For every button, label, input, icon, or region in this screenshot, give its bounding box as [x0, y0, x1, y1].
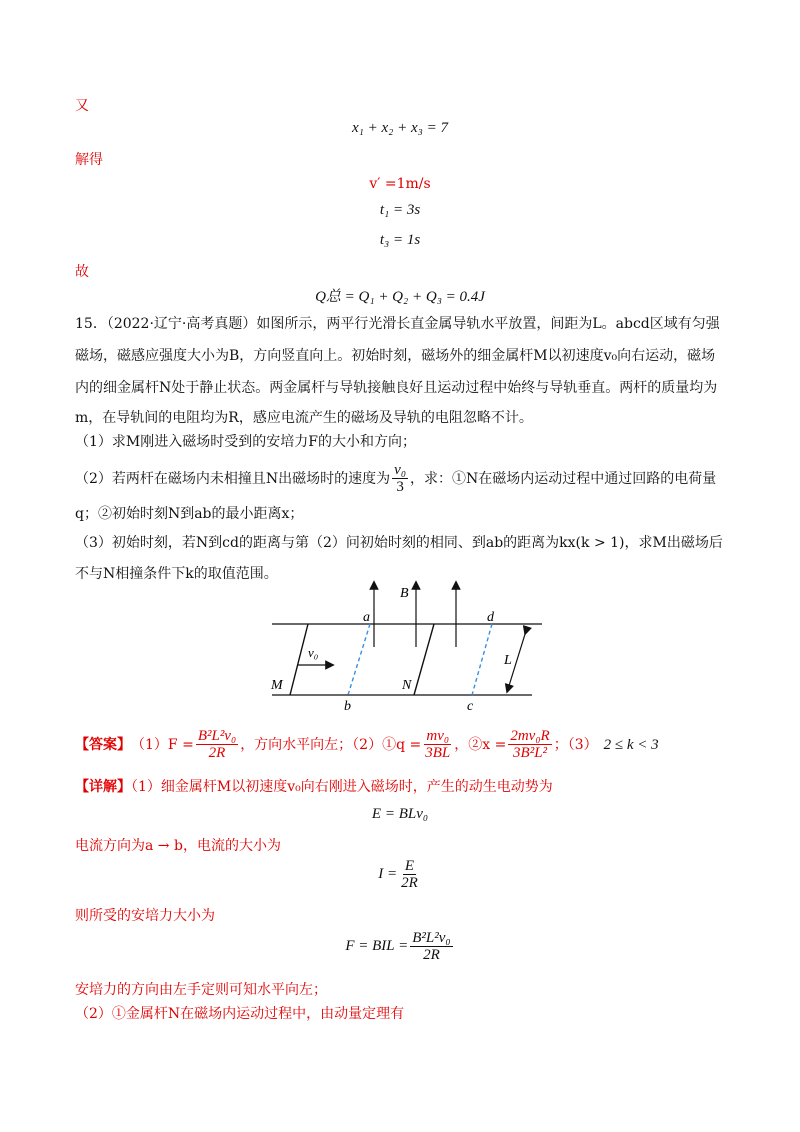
equation-v-prime: v′ =1m/s: [369, 176, 431, 192]
answer-fraction-f: [196, 728, 238, 761]
label-m: M: [271, 678, 283, 693]
rod-m: [290, 624, 308, 695]
equation-i-left: I =: [378, 866, 398, 882]
question-3-line-1: （3）初始时刻，若N到cd的距离与第（2）问初始时刻的相同、到ab的距离为kx(k > 1)，求M出磁场后: [75, 535, 723, 551]
answer-tag: 【答案】: [75, 736, 131, 753]
label-b-field: B: [400, 586, 409, 601]
fraction-numerator: 2mv₀R: [510, 728, 550, 744]
detail-line-5: （2）①金属杆N在磁场内运动过程中，由动量定理有: [75, 1006, 405, 1022]
equation-e: E = BLv₀: [371, 806, 429, 822]
detail-line-1: [75, 777, 553, 797]
detail-line-3: 则所受的安培力大小为: [75, 908, 215, 924]
rod-n: [414, 624, 434, 695]
problem-line-1: 15．（2022·辽宁·高考真题）如图所示，两平行光滑长直金属导轨水平放置，间距为L。abcd区域有匀强: [75, 316, 720, 332]
answer-fraction-x: [508, 728, 551, 761]
equation-t1: t₁ = 3s: [379, 202, 421, 218]
equation-f: [0, 930, 800, 963]
answer-fraction-q: [423, 728, 452, 761]
question-3-line-2: 不与N相撞条件下k的取值范围。: [75, 566, 278, 582]
rail-diagram: [262, 577, 552, 712]
answer-line: [75, 728, 659, 761]
equation-f-fraction: [410, 930, 452, 963]
answer-part-1: （1）F =: [131, 736, 194, 753]
label-a: a: [363, 610, 370, 625]
question-2-line-1: [75, 462, 716, 495]
fraction-denominator: 2R: [401, 875, 418, 891]
detail-text-1: （1）细金属杆M以初速度v₀向右刚进入磁场时，产生的动生电动势为: [131, 779, 553, 795]
equation-f-left: F = BIL =: [345, 938, 409, 954]
fraction-denominator: 3B²L²: [513, 745, 548, 761]
fraction-numerator: B²L²v₀: [412, 930, 451, 946]
label-v0: v₀: [308, 645, 319, 660]
answer-part-2b: ，②x =: [454, 736, 507, 753]
fraction-denominator: 3BL: [425, 745, 451, 761]
equation-i-fraction: [399, 858, 420, 891]
label-b: b: [344, 699, 351, 712]
label-n: N: [402, 678, 412, 693]
answer-part-3: ；（3）: [553, 736, 598, 753]
fraction-numerator: B²L²v₀: [197, 728, 237, 744]
fraction-denominator: 2R: [423, 947, 440, 963]
text-gu: 故: [75, 264, 89, 280]
question-2-text-a: （2）若两杆在磁场内未相撞且N出磁场时的速度为: [75, 470, 391, 487]
boundary-ab: [348, 624, 370, 695]
answer-range: 2 ≤ k < 3: [603, 736, 659, 753]
detail-line-2: 电流方向为a → b，电流的大小为: [75, 838, 281, 854]
problem-line-4: m，在导轨间的电阻均为R，感应电流产生的磁场及导轨的电阻忽略不计。: [75, 410, 533, 426]
equation-i: [0, 858, 800, 891]
fraction-denominator: 3: [396, 479, 404, 495]
fraction-denominator: 2R: [208, 745, 226, 761]
problem-line-2: 磁场，磁感应强度大小为B，方向竖直向上。初始时刻，磁场外的细金属杆M以初速度v₀向右运动，磁场: [75, 348, 716, 364]
detail-tag: 【详解】: [75, 779, 131, 795]
fraction-numerator: E: [404, 858, 415, 874]
boundary-cd: [472, 624, 492, 695]
question-2-line-2: q；②初始时刻N到ab的最小距离x；: [75, 506, 304, 522]
text-jiede: 解得: [75, 152, 103, 168]
question-2-text-b: ，求：①N在磁场内运动过程中通过回路的电荷量: [410, 470, 717, 487]
text-you: 又: [75, 98, 89, 114]
label-l: L: [504, 653, 512, 668]
fraction-numerator: mv₀: [426, 728, 450, 744]
question-1: （1）求M刚进入磁场时受到的安培力F的大小和方向；: [75, 434, 416, 450]
question-2-fraction: [392, 462, 408, 495]
label-c: c: [467, 699, 474, 712]
fraction-numerator: v₀: [394, 462, 407, 478]
detail-line-4: 安培力的方向由左手定则可知水平向左；: [75, 982, 327, 998]
equation-q-total: Q总 = Q₁ + Q₂ + Q₃ = 0.4J: [315, 289, 485, 305]
answer-part-1b: ，方向水平向左；（2）①q =: [240, 736, 422, 753]
equation-sum: x₁ + x₂ + x₃ = 7: [352, 120, 448, 136]
label-d: d: [487, 610, 494, 625]
equation-t3: t₃ = 1s: [379, 232, 421, 248]
problem-line-3: 内的细金属杆N处于静止状态。两金属杆与导轨接触良好且运动过程中始终与导轨垂直。两杆的质量均为: [75, 380, 718, 396]
